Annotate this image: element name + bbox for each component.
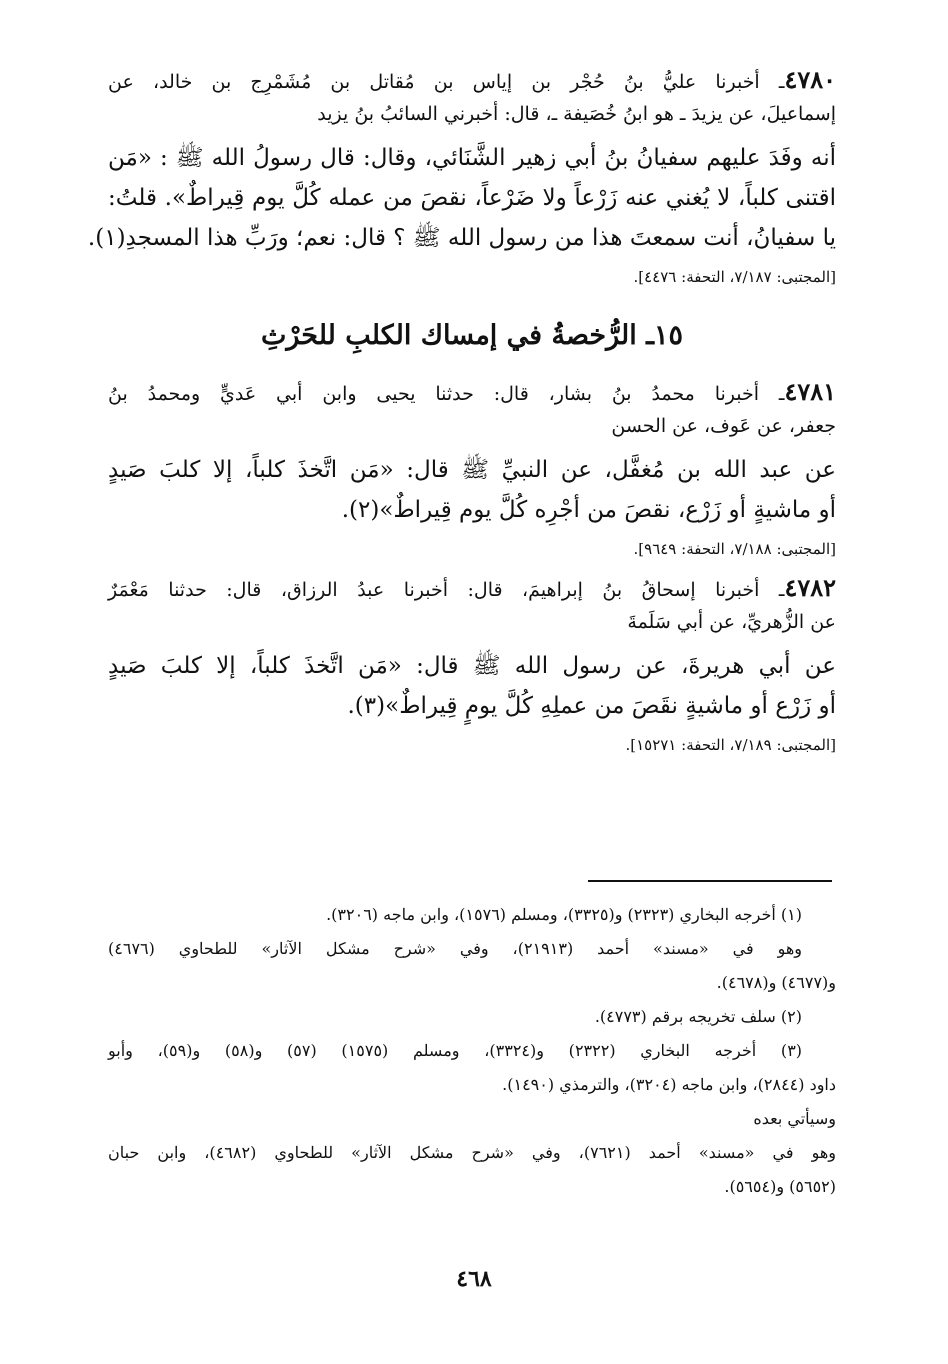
footnote-line: (١) أخرجه البخاري (٢٣٢٣) و(٣٣٢٥)، ومسلم (١٥٧٦)، وابن ماجه (٣٢٠٦). <box>326 905 802 924</box>
footnote-1 <box>108 898 836 1000</box>
hadith-4782 <box>108 572 836 758</box>
page-number: ٤٦٨ <box>456 1266 492 1292</box>
footnote-line: داود (٢٨٤٤)، وابن ماجه (٣٢٠٤)، والترمذي (١٤٩٠). <box>502 1075 836 1094</box>
footnote-line: (٥٦٥٢) و(٥٦٥٤). <box>724 1177 836 1196</box>
hadith-isnad <box>108 376 836 442</box>
footnotes <box>108 898 836 1204</box>
footnote-line: وهو في «مسند» أحمد (٧٦٢١)، وفي «شرح مشكل الآثار» للطحاوي (٤٦٨٢)، وابن حبان <box>108 1143 836 1162</box>
footnote-line: (٢) سلف تخريجه برقم (٤٧٧٣). <box>594 1007 802 1026</box>
footnote-line: وسيأتي بعده <box>753 1109 836 1128</box>
matn-line: عن أبي هريرةَ، عن رسول الله ﷺ قال: «مَن اتَّخذَ كلباً، إلا كلبَ صَيدٍ <box>108 653 836 679</box>
hadith-4780 <box>87 64 836 290</box>
chapter-title: ١٥ـ الرُّخصةُ في إمساك الكلبِ للحَرْثِ <box>260 320 684 351</box>
matn-line: يا سفيانُ، أنت سمعتَ هذا من رسول الله ﷺ ؟ قال: نعم؛ ورَبِّ هذا المسجدِ(١). <box>87 225 836 251</box>
isnad-line: عن الزُّهريِّ، عن أبي سَلَمةَ <box>627 611 836 633</box>
footnote-divider <box>588 880 832 882</box>
page-body <box>87 60 836 768</box>
isnad-text: ـ أخبرنا إسحاقُ بنُ إبراهيمَ، قال: أخبرنا عبدُ الرزاق، قال: حدثنا مَعْمَرٌ <box>108 579 785 601</box>
isnad-text: ـ أخبرنا عليُّ بنُ حُجْر بن إياس بن مُقاتل بن مُشَمْرِج بن خالد، عن <box>108 71 785 93</box>
matn-line: أو ماشيةٍ أو زَرْع، نقصَ من أجْرِه كُلَّ يوم قِيراطٌ»(٢). <box>341 497 836 523</box>
matn-line: اقتنى كلباً، لا يُغني عنه زَرْعاً ولا ضَرْعاً، نقصَ من عمله كُلَّ يوم قِيراطٌ». قلتُ: <box>108 185 836 211</box>
hadith-isnad <box>108 64 836 130</box>
hadith-matn <box>108 646 836 726</box>
hadith-isnad <box>108 572 836 638</box>
matn-line: عن عبد الله بن مُغفَّل، عن النبيِّ ﷺ قال: «مَن اتَّخذَ كلباً، إلا كلبَ صَيدٍ <box>108 457 836 483</box>
matn-line: أو زَرْع أو ماشيةٍ نقَصَ من عملِهِ كُلَّ يومٍ قِيراطٌ»(٣). <box>347 693 836 719</box>
hadith-reference: [المجتبى: ٧/١٨٨، التحفة: ٩٦٤٩]. <box>633 540 836 558</box>
footnote-line: و(٤٦٧٧) و(٤٦٧٨). <box>716 973 836 992</box>
matn-line: أنه وفَدَ عليهم سفيانُ بنُ أبي زهير الشَّنَائي، وقال: قال رسولُ الله ﷺ : «مَن <box>108 145 836 171</box>
isnad-line <box>108 64 836 98</box>
hadith-number: ٤٧٨٠ <box>784 65 836 94</box>
hadith-matn <box>87 138 836 258</box>
footnote-3 <box>108 1034 836 1204</box>
footnote-line: وهو في «مسند» أحمد (٢١٩١٣)، وفي «شرح مشكل الآثار» للطحاوي (٤٦٧٦) <box>108 939 803 958</box>
isnad-line <box>108 572 836 606</box>
hadith-matn <box>108 450 836 530</box>
footnote-line: (٣) أخرجه البخاري (٢٣٢٢) و(٣٣٢٤)، ومسلم (١٥٧٥) (٥٧) و(٥٨) و(٥٩)، وأبو <box>108 1041 803 1060</box>
hadith-number: ٤٧٨٢ <box>784 573 836 602</box>
isnad-line: جعفر، عن عَوف، عن الحسن <box>611 415 836 437</box>
hadith-reference: [المجتبى: ٧/١٨٩، التحفة: ١٥٢٧١]. <box>625 736 836 754</box>
footnote-2 <box>108 1000 836 1034</box>
isnad-line <box>108 376 836 410</box>
isnad-text: ـ أخبرنا محمدُ بنُ بشار، قال: حدثنا يحيى وابن أبي عَديٍّ ومحمدُ بنُ <box>108 383 785 405</box>
hadith-number: ٤٧٨١ <box>784 377 836 406</box>
hadith-reference: [المجتبى: ٧/١٨٧، التحفة: ٤٤٧٦]. <box>633 268 836 286</box>
hadith-4781 <box>108 376 836 562</box>
isnad-line: إسماعيلَ، عن يزيدَ ـ هو ابنُ خُصَيفة ـ، قال: أخبرني السائبُ بنُ يزيد <box>317 103 836 125</box>
